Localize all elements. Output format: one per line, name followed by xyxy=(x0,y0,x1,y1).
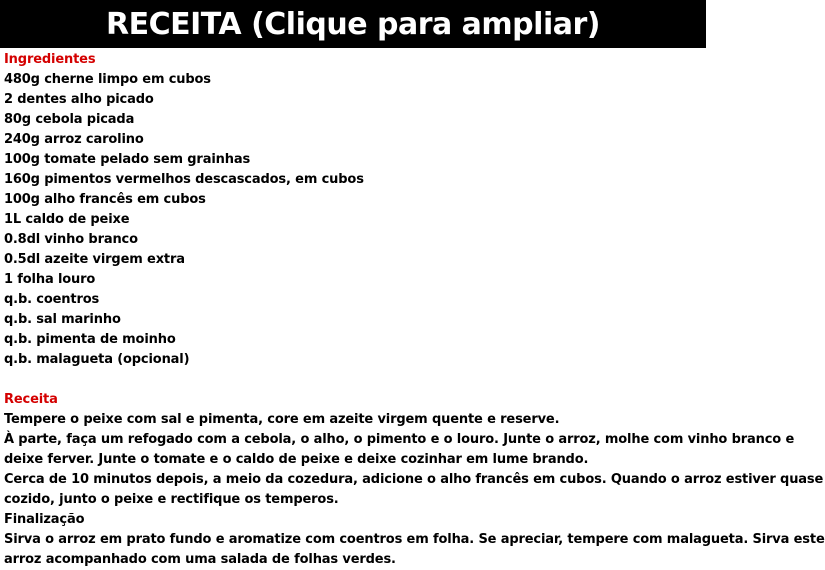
recipe-step-line: Cerca de 10 minutos depois, a meio da cozedura, adicione o alho francês em cubos. Quando o arroz estiver quase xyxy=(4,472,824,487)
recipe-step-line: À parte, faça um refogado com a cebola, o alho, o pimento e o louro. Junte o arroz, molhe com vinho branco e xyxy=(4,432,795,447)
ingredient-item: 1 folha louro xyxy=(4,272,96,287)
ingredient-item: q.b. sal marinho xyxy=(4,312,121,327)
finalization-line: Sirva o arroz em prato fundo e aromatize com coentros em folha. Se apreciar, tempere com malagueta. Sirva este xyxy=(4,532,825,547)
recipe-step-line: cozido, junto o peixe e rectifique os temperos. xyxy=(4,492,339,507)
title-banner[interactable] xyxy=(0,0,706,48)
recipe-step-line: Tempere o peixe com sal e pimenta, core em azeite virgem quente e reserve. xyxy=(4,412,560,427)
ingredient-item: q.b. malagueta (opcional) xyxy=(4,352,190,367)
recipe-heading: Receita xyxy=(4,392,58,407)
ingredients-heading: Ingredientes xyxy=(4,52,96,67)
finalization-heading: Finalização xyxy=(4,512,85,527)
ingredient-item: 160g pimentos vermelhos descascados, em cubos xyxy=(4,172,364,187)
ingredient-item: 100g tomate pelado sem grainhas xyxy=(4,152,251,167)
ingredient-item: 240g arroz carolino xyxy=(4,132,144,147)
ingredient-item: 0.8dl vinho branco xyxy=(4,232,138,247)
ingredient-item: 480g cherne limpo em cubos xyxy=(4,72,211,87)
recipe-step-line: deixe ferver. Junte o tomate e o caldo de peixe e deixe cozinhar em lume brando. xyxy=(4,452,589,467)
recipe-content xyxy=(4,50,825,570)
ingredient-item: q.b. coentros xyxy=(4,292,100,307)
page-title[interactable]: RECEITA (Clique para ampliar) xyxy=(106,6,600,42)
ingredient-item: 0.5dl azeite virgem extra xyxy=(4,252,185,267)
ingredient-item: 1L caldo de peixe xyxy=(4,212,130,227)
ingredient-item: 100g alho francês em cubos xyxy=(4,192,206,207)
section-spacer xyxy=(4,370,704,390)
ingredient-item: 2 dentes alho picado xyxy=(4,92,154,107)
ingredient-item: q.b. pimenta de moinho xyxy=(4,332,176,347)
finalization-line: arroz acompanhado com uma salada de folhas verdes. xyxy=(4,552,396,567)
ingredient-item: 80g cebola picada xyxy=(4,112,135,127)
